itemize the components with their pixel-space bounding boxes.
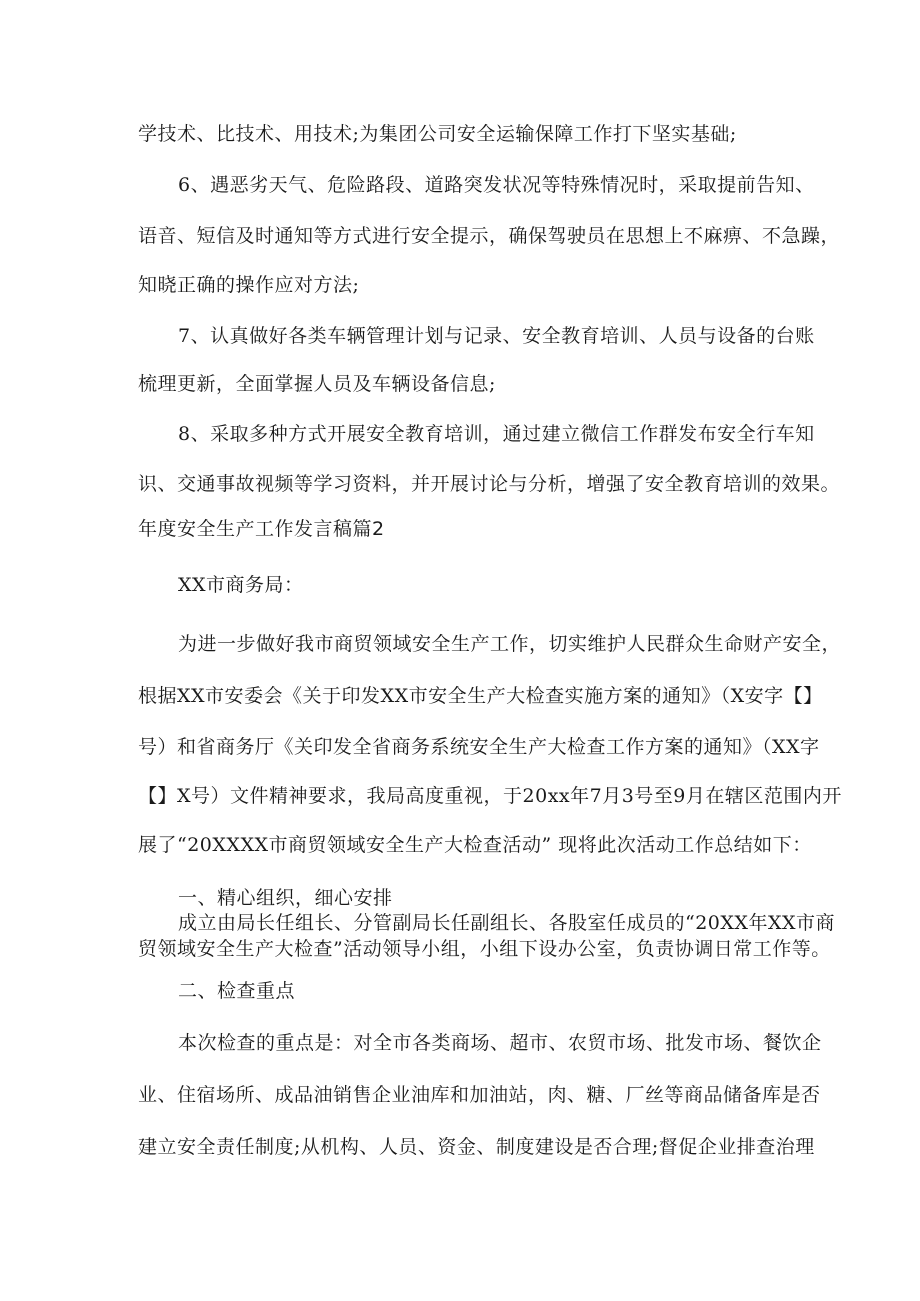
- item-6-line-3: 知晓正确的操作应对方法;: [138, 274, 360, 296]
- para-1-line-2: 贸领域安全生产大检查”活动领导小组，小组下设办公室，负责协调日常工作等。: [138, 938, 831, 960]
- heading-1: 一、精心组织，细心安排: [178, 887, 393, 909]
- para-1-line-1: 成立由局长任组长、分管副局长任副组长、各股室任成员的“20XX年XX市商: [178, 912, 835, 934]
- salutation: XX市商务局：: [178, 574, 304, 596]
- item-6-line-1: 6、遇恶劣天气、危险路段、道路突发状况等特殊情况时，采取提前告知、: [178, 174, 815, 196]
- section-heading: 年度安全生产工作发言稿篇2: [138, 518, 385, 540]
- intro-line-5: 展了“20XXXX市商贸领域安全生产大检查活动” 现将此次活动工作总结如下：: [138, 834, 812, 856]
- para-2-line-2: 业、住宿场所、成品油销售企业油库和加油站，肉、糖、厂丝等商品储备库是否: [138, 1084, 821, 1106]
- item-7-line-2: 梳理更新，全面掌握人员及车辆设备信息;: [138, 373, 496, 395]
- intro-line-4: 【】X号）文件精神要求，我局高度重视，于20xx年7月3号至9月在辖区范围内开: [138, 785, 842, 807]
- para-2-line-1: 本次检查的重点是：对全市各类商场、超市、农贸市场、批发市场、餐饮企: [178, 1032, 822, 1054]
- para-2-line-3: 建立安全责任制度;从机构、人员、资金、制度建设是否合理;督促企业排查治理: [138, 1136, 815, 1158]
- item-8-line-1: 8、采取多种方式开展安全教育培训，通过建立微信工作群发布安全行车知: [178, 423, 815, 445]
- item-8-line-2: 识、交通事故视频等学习资料，并开展讨论与分析，增强了安全教育培训的效果。: [138, 473, 841, 495]
- intro-line-3: 号）和省商务厅《关印发全省商务系统安全生产大检查工作方案的通知》（XX字: [138, 736, 820, 758]
- text-line-1: 学技术、比技术、用技术;为集团公司安全运输保障工作打下坚实基础;: [138, 123, 737, 145]
- intro-line-2: 根据XX市安委会《关于印发XX市安全生产大检查实施方案的通知》（X安字【】: [138, 685, 823, 707]
- intro-line-1: 为进一步做好我市商贸领域安全生产工作，切实维护人民群众生命财产安全，: [178, 633, 842, 655]
- heading-2: 二、检查重点: [178, 980, 296, 1002]
- item-7-line-1: 7、认真做好各类车辆管理计划与记录、安全教育培训、人员与设备的台账: [178, 325, 815, 347]
- item-6-line-2: 语音、短信及时通知等方式进行安全提示，确保驾驶员在思想上不麻痹、不急躁，: [138, 225, 841, 247]
